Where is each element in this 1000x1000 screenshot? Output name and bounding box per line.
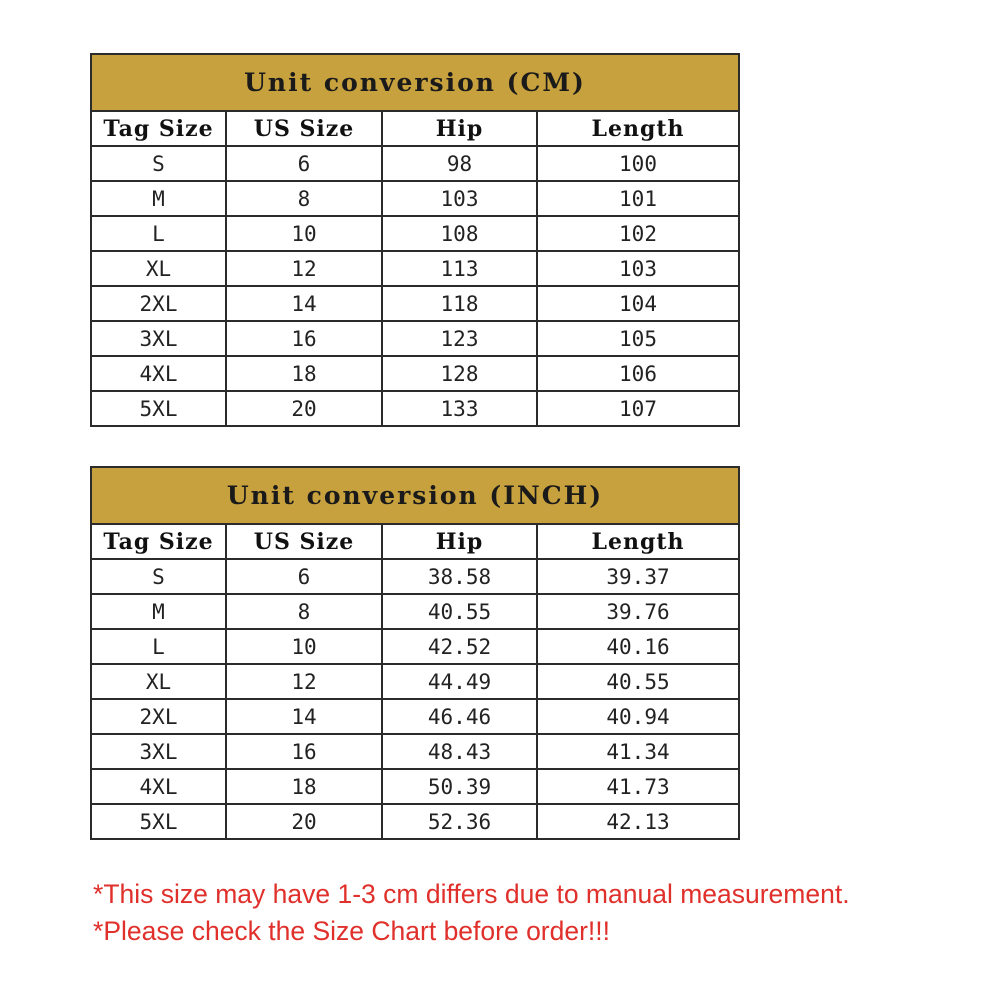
table-cell: 133	[382, 391, 537, 426]
table-cell: 18	[226, 769, 382, 804]
table-cell: 48.43	[382, 734, 537, 769]
table-row	[91, 216, 739, 251]
table-cell: L	[91, 216, 226, 251]
table-cell: 10	[226, 629, 382, 664]
column-header: US Size	[226, 111, 382, 146]
table-cell: L	[91, 629, 226, 664]
size-table-body	[91, 467, 739, 839]
column-header: Tag Size	[91, 111, 226, 146]
table-cell: 16	[226, 321, 382, 356]
table-cell: 100	[537, 146, 739, 181]
table-cell: 3XL	[91, 321, 226, 356]
table-cell: 41.34	[537, 734, 739, 769]
table-cell: 4XL	[91, 769, 226, 804]
table-cell: 10	[226, 216, 382, 251]
size-notes	[93, 876, 973, 950]
table-row	[91, 559, 739, 594]
table-cell: 14	[226, 699, 382, 734]
size-table-cm	[90, 53, 740, 427]
table-cell: 101	[537, 181, 739, 216]
table-cell: 113	[382, 251, 537, 286]
column-header: Hip	[382, 111, 537, 146]
column-header: Tag Size	[91, 524, 226, 559]
size-table-body	[91, 54, 739, 426]
table-cell: 14	[226, 286, 382, 321]
table-row	[91, 146, 739, 181]
table-cell: 2XL	[91, 699, 226, 734]
table-row	[91, 594, 739, 629]
size-table-inch	[90, 466, 740, 840]
table-row	[91, 804, 739, 839]
table-cell: 118	[382, 286, 537, 321]
column-header: Length	[537, 524, 739, 559]
table-cell: 107	[537, 391, 739, 426]
table-cell: 8	[226, 594, 382, 629]
table-title: Unit conversion (INCH)	[91, 467, 739, 524]
table-title-row	[91, 54, 739, 111]
table-cell: 42.13	[537, 804, 739, 839]
table-header-row	[91, 524, 739, 559]
table-row	[91, 629, 739, 664]
table-cell: 3XL	[91, 734, 226, 769]
table-cell: 39.76	[537, 594, 739, 629]
table-cell: 123	[382, 321, 537, 356]
table-cell: 5XL	[91, 391, 226, 426]
column-header: Hip	[382, 524, 537, 559]
table-title-row	[91, 467, 739, 524]
table-row	[91, 356, 739, 391]
table-cell: XL	[91, 251, 226, 286]
table-cell: 46.46	[382, 699, 537, 734]
table-cell: 6	[226, 146, 382, 181]
table-cell: 102	[537, 216, 739, 251]
table-cell: 103	[537, 251, 739, 286]
table-cell: 12	[226, 251, 382, 286]
table-cell: 106	[537, 356, 739, 391]
table-cell: 39.37	[537, 559, 739, 594]
table-cell: 16	[226, 734, 382, 769]
table-cell: 20	[226, 804, 382, 839]
note-check-size-chart: *Please check the Size Chart before order!!!	[93, 916, 611, 946]
table-cell: 5XL	[91, 804, 226, 839]
table-cell: 105	[537, 321, 739, 356]
table-cell: 20	[226, 391, 382, 426]
column-header: Length	[537, 111, 739, 146]
table-row	[91, 769, 739, 804]
column-header: US Size	[226, 524, 382, 559]
table-cell: 108	[382, 216, 537, 251]
table-cell: M	[91, 181, 226, 216]
table-cell: S	[91, 146, 226, 181]
table-cell: S	[91, 559, 226, 594]
table-cell: 103	[382, 181, 537, 216]
table-cell: 4XL	[91, 356, 226, 391]
table-row	[91, 251, 739, 286]
table-cell: 8	[226, 181, 382, 216]
table-cell: 52.36	[382, 804, 537, 839]
table-cell: 40.55	[382, 594, 537, 629]
table-cell: 44.49	[382, 664, 537, 699]
table-row	[91, 664, 739, 699]
table-header-row	[91, 111, 739, 146]
table-cell: 40.94	[537, 699, 739, 734]
table-row	[91, 734, 739, 769]
table-cell: 18	[226, 356, 382, 391]
table-cell: 40.16	[537, 629, 739, 664]
table-cell: 38.58	[382, 559, 537, 594]
table-cell: 98	[382, 146, 537, 181]
table-cell: M	[91, 594, 226, 629]
table-row	[91, 286, 739, 321]
table-cell: XL	[91, 664, 226, 699]
table-cell: 40.55	[537, 664, 739, 699]
table-row	[91, 391, 739, 426]
table-row	[91, 699, 739, 734]
table-title: Unit conversion (CM)	[91, 54, 739, 111]
table-cell: 42.52	[382, 629, 537, 664]
table-cell: 6	[226, 559, 382, 594]
table-cell: 12	[226, 664, 382, 699]
table-row	[91, 321, 739, 356]
note-measurement-disclaimer: *This size may have 1-3 cm differs due to manual measurement.	[93, 879, 850, 909]
table-cell: 104	[537, 286, 739, 321]
table-cell: 128	[382, 356, 537, 391]
table-cell: 41.73	[537, 769, 739, 804]
table-row	[91, 181, 739, 216]
table-cell: 2XL	[91, 286, 226, 321]
table-cell: 50.39	[382, 769, 537, 804]
